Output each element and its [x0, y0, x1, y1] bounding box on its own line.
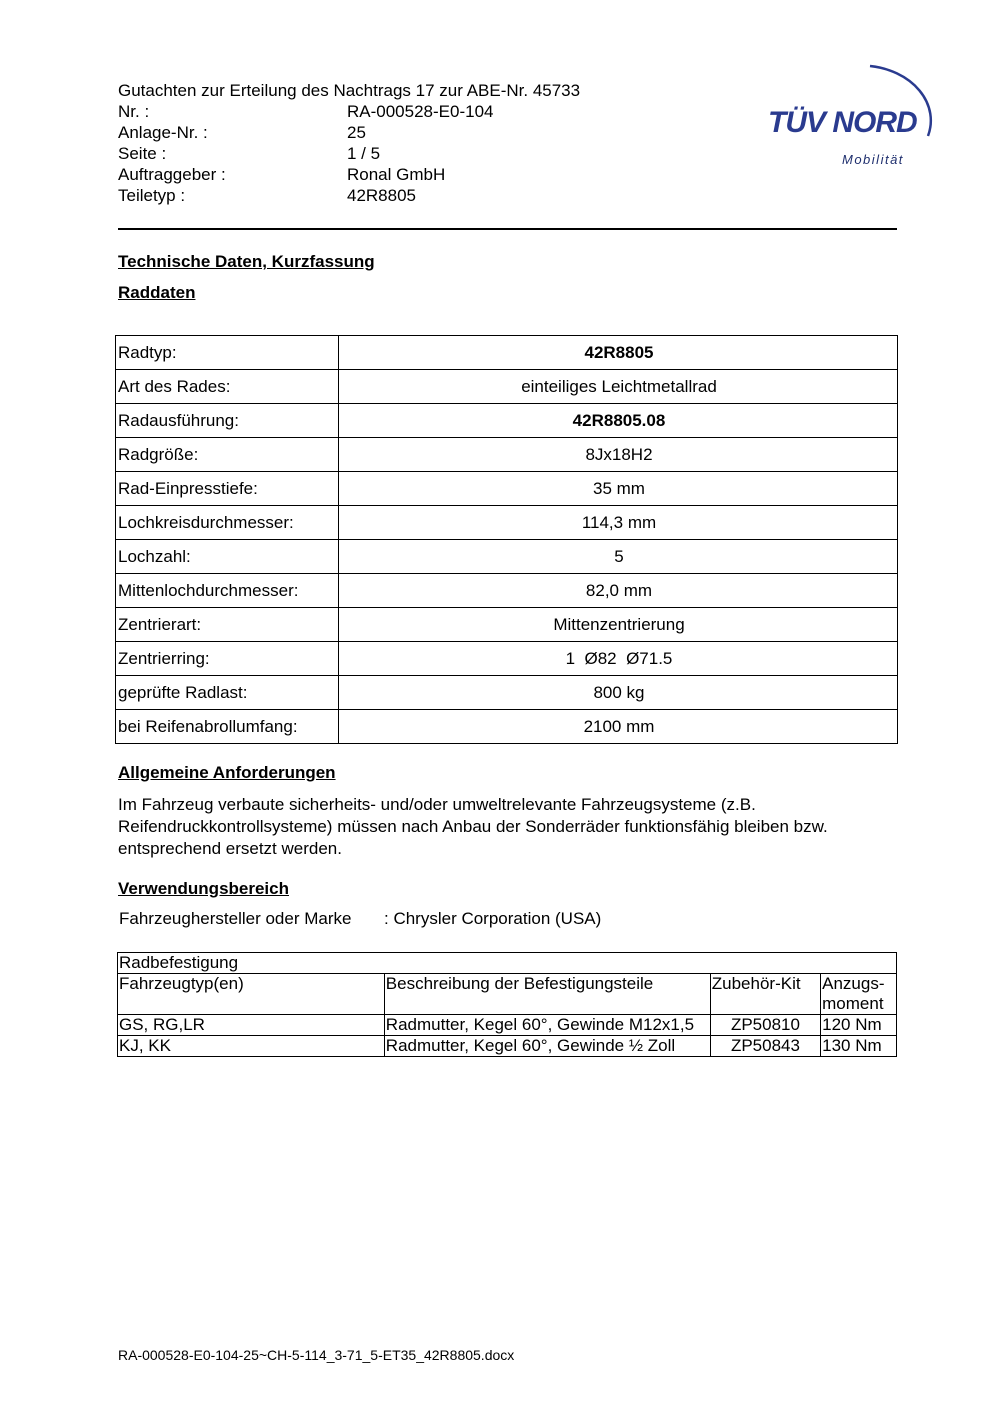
- table-row: [116, 642, 898, 676]
- section-technische-daten: Technische Daten, Kurzfassung: [118, 252, 375, 271]
- row-value: einteiliges Leichtmetallrad: [339, 370, 898, 404]
- header-row-teiletyp: [118, 185, 580, 206]
- row-label: Lochzahl:: [116, 540, 339, 574]
- manufacturer-line: [119, 909, 601, 929]
- header-label: Seite :: [118, 144, 167, 163]
- manufacturer-label: Fahrzeughersteller oder Marke: [119, 909, 352, 928]
- row-value: 42R8805: [339, 336, 898, 370]
- table-cell: ZP50810: [710, 1015, 820, 1036]
- document-title: Gutachten zur Erteilung des Nachtrags 17 zur ABE-Nr. 45733: [118, 81, 581, 100]
- column-header: Beschreibung der Befestigungsteile: [384, 974, 710, 1015]
- header-value: 1 / 5: [347, 144, 381, 163]
- table-row: [116, 506, 898, 540]
- row-label: Radausführung:: [116, 404, 339, 438]
- table-row: [116, 710, 898, 744]
- row-label: geprüfte Radlast:: [116, 676, 339, 710]
- table-cell: GS, RG,LR: [118, 1015, 385, 1036]
- row-label: Zentrierart:: [116, 608, 339, 642]
- wheel-data-table: [115, 335, 898, 744]
- header-divider: [118, 228, 897, 230]
- table-row: [116, 540, 898, 574]
- table-cell: Radmutter, Kegel 60°, Gewinde M12x1,5: [384, 1015, 710, 1036]
- row-label: Radtyp:: [116, 336, 339, 370]
- row-value: Mittenzentrierung: [339, 608, 898, 642]
- table-cell: KJ, KK: [118, 1036, 385, 1057]
- table-row: [118, 1036, 897, 1057]
- fastening-table: [117, 952, 897, 1057]
- table-cell: 130 Nm: [821, 1036, 897, 1057]
- header-label: Nr. :: [118, 102, 150, 121]
- table-cell: 120 Nm: [821, 1015, 897, 1036]
- header-value: 25: [347, 123, 366, 142]
- table-row: [116, 404, 898, 438]
- tuv-nord-logo: [760, 58, 945, 173]
- table-cell: Radmutter, Kegel 60°, Gewinde ½ Zoll: [384, 1036, 710, 1057]
- row-value: 1 Ø82 Ø71.5: [339, 642, 898, 676]
- header-row-nr: [118, 101, 580, 122]
- header-value: Ronal GmbH: [347, 165, 446, 184]
- column-header: Anzugs-moment: [821, 974, 897, 1015]
- footer-filename: RA-000528-E0-104-25~CH-5-114_3-71_5-ET35_42R8805.docx: [118, 1347, 515, 1363]
- row-value: 2100 mm: [339, 710, 898, 744]
- table-row: [116, 574, 898, 608]
- column-header: Fahrzeugtyp(en): [118, 974, 385, 1015]
- logo-subtitle: Mobilität: [842, 152, 904, 167]
- header-row-auftraggeber: [118, 164, 580, 185]
- row-label: Art des Rades:: [116, 370, 339, 404]
- table-title-row: [118, 953, 897, 974]
- table-row: [116, 676, 898, 710]
- header-value: 42R8805: [347, 186, 417, 205]
- row-label: Rad-Einpresstiefe:: [116, 472, 339, 506]
- table-row: [116, 336, 898, 370]
- row-label: Zentrierring:: [116, 642, 339, 676]
- document-header: [118, 80, 580, 206]
- allgemeine-paragraph: Im Fahrzeug verbaute sicherheits- und/oder umweltrelevante Fahrzeugsysteme (z.B. Reifendruckkontrollsysteme) müssen nach Anbau der Sonderräder funktionsfähig bleiben bzw. entsprechend ersetzt werden.: [118, 795, 828, 858]
- row-label: Mittenlochdurchmesser:: [116, 574, 339, 608]
- row-label: Lochkreisdurchmesser:: [116, 506, 339, 540]
- row-value: 5: [339, 540, 898, 574]
- row-value: 35 mm: [339, 472, 898, 506]
- table-cell: ZP50843: [710, 1036, 820, 1057]
- header-row-seite: [118, 143, 580, 164]
- section-verwendungsbereich: Verwendungsbereich: [118, 879, 289, 898]
- table-row: [116, 608, 898, 642]
- table-header-row: [118, 974, 897, 1015]
- table-row: [116, 370, 898, 404]
- table-row: [116, 472, 898, 506]
- manufacturer-value: : Chrysler Corporation (USA): [384, 909, 602, 928]
- header-label: Auftraggeber :: [118, 165, 226, 184]
- logo-brand: TÜV NORD: [768, 106, 917, 139]
- row-value: 42R8805.08: [339, 404, 898, 438]
- column-header: Zubehör-Kit: [710, 974, 820, 1015]
- row-value: 114,3 mm: [339, 506, 898, 540]
- header-label: Teiletyp :: [118, 186, 186, 205]
- row-value: 82,0 mm: [339, 574, 898, 608]
- header-label: Anlage-Nr. :: [118, 123, 208, 142]
- row-value: 8Jx18H2: [339, 438, 898, 472]
- row-value: 800 kg: [339, 676, 898, 710]
- row-label: bei Reifenabrollumfang:: [116, 710, 339, 744]
- section-raddaten: Raddaten: [118, 283, 196, 302]
- table-row: [116, 438, 898, 472]
- table-title: Radbefestigung: [118, 953, 897, 974]
- header-value: RA-000528-E0-104: [347, 102, 494, 121]
- table-row: [118, 1015, 897, 1036]
- header-row-anlage: [118, 122, 580, 143]
- row-label: Radgröße:: [116, 438, 339, 472]
- section-allgemeine-anforderungen: Allgemeine Anforderungen: [118, 763, 336, 782]
